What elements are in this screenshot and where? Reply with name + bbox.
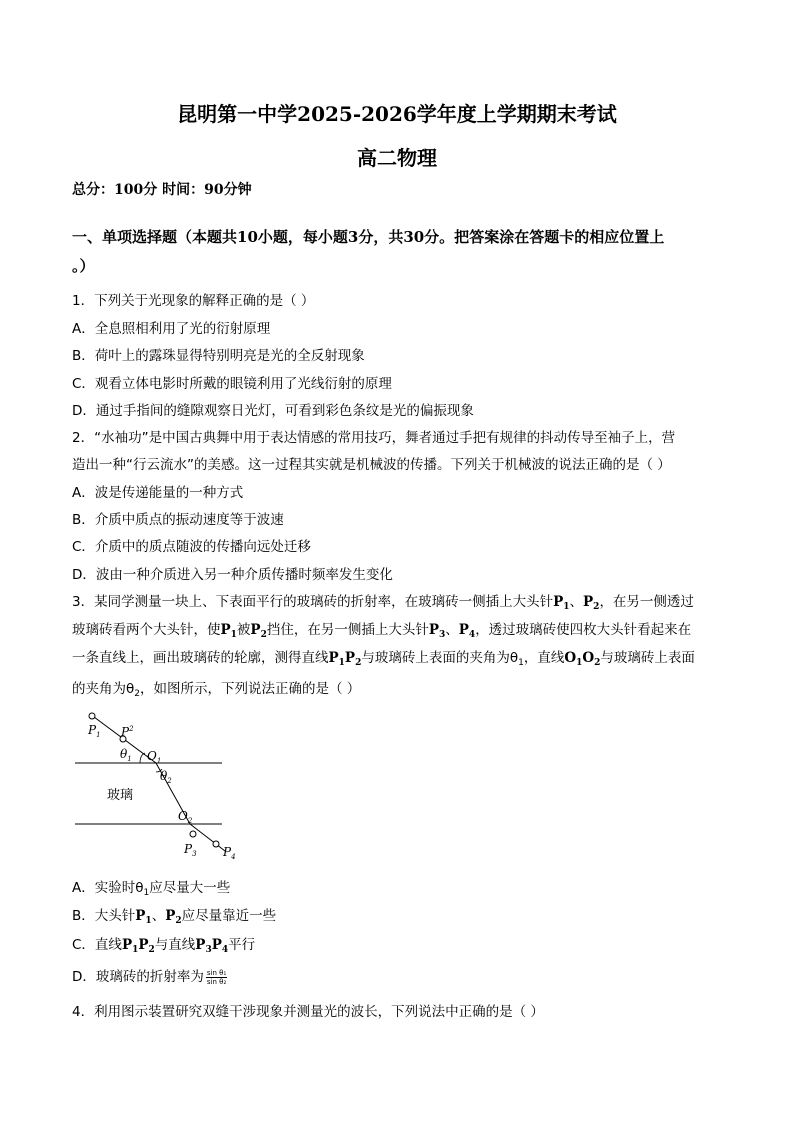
q3-stem-line3: 一条直线上，画出玻璃砖的轮廓，测得直线$P_1P_2$与玻璃砖上表面的夹角为$\theta_1$，直线$O_1O_2$与玻璃砖上表面 bbox=[72, 650, 695, 668]
exam-subtitle: 高二物理 bbox=[357, 146, 437, 170]
q4-stem: 4．利用图示装置研究双缝干涉现象并测量光的波长，下列说法中正确的是（ ） bbox=[72, 1004, 544, 1020]
exam-title: 昆明第一中学2025-2026学年度上学期期末考试 bbox=[177, 102, 617, 126]
refractive-index-fraction: $\frac{\text{sin θ₁}}{\text{sin θ₂}}$ bbox=[206, 968, 227, 986]
section-heading-line2: 。） bbox=[72, 257, 95, 275]
label-o2: $O_2$ bbox=[178, 809, 193, 825]
q3-option-b: B．大头针$P_1$、$P_2$应尽量靠近一些 bbox=[72, 908, 277, 926]
q1-stem: 1．下列关于光现象的解释正确的是（ ） bbox=[72, 293, 315, 309]
label-glass: 玻璃 bbox=[107, 788, 134, 803]
pin-p4 bbox=[213, 841, 219, 847]
q2-option-c: C．介质中的质点随波的传播向远处迁移 bbox=[72, 539, 311, 555]
label-theta2: $\theta_2$ bbox=[160, 769, 172, 785]
label-p4: $P_4$ bbox=[223, 845, 236, 861]
label-p2: $P^2$ bbox=[121, 725, 134, 739]
section-heading-line1: 一、单项选择题（本题共10小题，每小题3分，共30分。把答案涂在答题卡的相应位置上 bbox=[72, 228, 665, 246]
emergent-ray bbox=[190, 824, 225, 851]
q2-option-d: D．波由一种介质进入另一种介质传播时频率发生变化 bbox=[72, 567, 393, 583]
refraction-figure bbox=[70, 706, 250, 866]
pin-p1 bbox=[89, 713, 95, 719]
q2-stem-line1: 2．“水袖功”是中国古典舞中用于表达情感的常用技巧，舞者通过手把有规律的抖动传导至袖子上，营 bbox=[72, 430, 676, 446]
q3-stem-line4: 的夹角为$\theta_2$，如图所示，下列说法正确的是（ ） bbox=[72, 681, 361, 699]
q3-stem-line1: 3．某同学测量一块上、下表面平行的玻璃砖的折射率，在玻璃砖一侧插上大头针$P_1$、$P_2$，在另一侧透过 bbox=[72, 594, 694, 612]
q3-option-a: A．实验时$\theta_1$应尽量大一些 bbox=[72, 880, 231, 898]
q1-option-c: C．观看立体电影时所戴的眼镜利用了光线衍射的原理 bbox=[72, 376, 392, 392]
label-theta1: $\theta_1$ bbox=[120, 747, 132, 763]
label-p1: $P_1$ bbox=[88, 723, 101, 739]
q2-option-b: B．介质中质点的振动速度等于波速 bbox=[72, 512, 284, 528]
pin-p3 bbox=[190, 831, 196, 837]
exam-meta: 总分：100分 时间：90分钟 bbox=[72, 182, 252, 198]
q2-option-a: A．波是传递能量的一种方式 bbox=[72, 485, 244, 501]
label-p3: $P_3$ bbox=[184, 842, 197, 858]
q1-option-d: D．通过手指间的缝隙观察日光灯，可看到彩色条纹是光的偏振现象 bbox=[72, 403, 474, 419]
label-o1: $O_1$ bbox=[147, 749, 162, 765]
q2-stem-line2: 造出一种“行云流水”的美感。这一过程其实就是机械波的传播。下列关于机械波的说法正确的是（ ） bbox=[72, 457, 671, 473]
q3-option-c: C．直线$P_1P_2$与直线$P_3P_4$平行 bbox=[72, 937, 256, 955]
q3-stem-line2: 玻璃砖看两个大头针，使$P_1$被$P_2$挡住，在另一侧插上大头针$P_3$、$P_4$，透过玻璃砖使四枚大头针看起来在 bbox=[72, 622, 692, 640]
q1-option-b: B．荷叶上的露珠显得特别明亮是光的全反射现象 bbox=[72, 348, 365, 364]
q1-option-a: A．全息照相利用了光的衍射原理 bbox=[72, 321, 271, 337]
q3-option-d: D．玻璃砖的折射率为 $\frac{\text{sin θ₁}}{\text{sin θ₂}}$ bbox=[72, 968, 227, 986]
